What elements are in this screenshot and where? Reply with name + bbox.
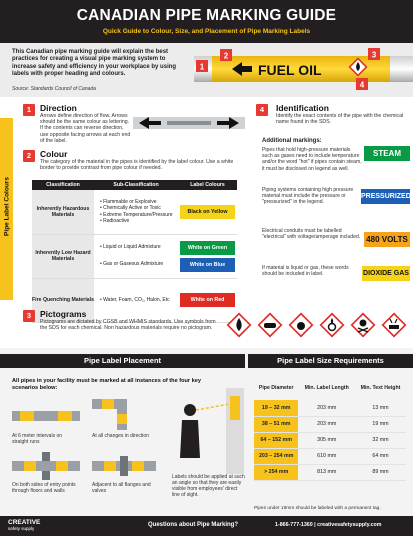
footer-question: Questions about Pipe Marking? [148,522,239,528]
svg-text:4: 4 [359,80,365,90]
size-cell: 38 – 51 mm [254,416,298,432]
table-row [254,400,406,416]
label-swatch-green: White on Green [180,241,235,255]
size-cell: 203 – 254 mm [254,448,298,464]
pressurized-tag: PRESSURIZED [361,189,410,204]
list-item: • Extreme Temperature/Pressure [100,211,173,218]
section-number-4: 4 [256,104,268,116]
label-swatch-blue: White on Blue [180,258,235,272]
flame-icon [228,314,251,337]
brand-name: CREATIVE [8,519,41,526]
label-swatch-yellow: Black on Yellow [180,205,235,219]
svg-text:2: 2 [223,51,229,61]
intro-source [12,86,96,92]
scenario-entry-points: On both sides of entry points through floors and walls [12,482,76,494]
list-item: • Chemically Active or Toxic [100,205,161,212]
callout-2 [220,49,232,61]
size-cell: 19 mm [355,416,406,432]
size-cell: 19 – 32 mm [254,400,298,416]
pictograms-text: Pictograms are dictated by CGSB and WHMIS standards. Use symbols from the SDS for each chemical. Non hazardous materials require no pictogram. [40,319,216,332]
source-label: Source: [12,86,30,92]
size-table [254,376,406,481]
identification-title: Identification [276,103,329,113]
viewing-angle-note: Labels should be applied at such an angle so that they are easily visible from employees' direct line of sight. [172,474,245,498]
steam-tag: STEAM [364,146,410,161]
label-colour-cell [178,234,237,278]
page-title: CANADIAN PIPE MARKING GUIDE [76,7,337,24]
size-cell: 610 mm [298,448,355,464]
classification-cell: Inherently Low Hazard Materials [32,234,94,278]
placement-title: Pipe Label Placement [0,354,245,368]
callout-4 [356,78,368,90]
classification-cell: Fire Quenching Materials [32,278,94,322]
col-header-subclass: Sub-Classification [94,180,178,190]
col-header-label-colours: Label Colours [178,180,237,190]
list-item: • Gas or Gaseous Admixture [100,261,164,267]
size-cell: 813 mm [298,464,355,480]
colour-title: Colour [40,149,68,159]
size-cell: 32 mm [355,432,406,448]
callout-3 [368,48,380,60]
additional-text-electrical: Electrical conduits must be labelled "electrical" with voltage/amperage included. [262,228,361,241]
subclass-cell [94,278,178,322]
direction-arrows-graphic [133,112,245,134]
subclass-cell [94,190,178,234]
straight-run-graphic [12,403,80,429]
svg-text:3: 3 [371,50,377,60]
page-footer [0,516,413,536]
direction-title: Direction [40,103,77,113]
section-number-3: 3 [23,310,35,322]
subclass-cell [94,234,178,278]
size-cell: > 254 mm [254,464,298,480]
additional-text-gas: If material is liquid or gas, these words should be included in label. [262,265,349,278]
classification-cell: Inherently Hazardous Materials [32,190,94,234]
placement-intro: All pipes in your facility must be marked at all instances of the four key scenarios below: [12,378,201,391]
colour-table [32,180,237,323]
callout-1 [196,60,208,72]
corrosion-icon [383,314,406,337]
flange-valve-graphic [92,452,156,480]
page-header [0,0,413,43]
skull-crossbones-icon [352,314,375,337]
size-header-length: Min. Label Length [304,384,349,391]
scenario-straight-runs: At 6 meter intervals on straight runs [12,433,63,445]
size-cell: 203 mm [298,416,355,432]
dioxide-gas-tag: DIOXIDE GAS [362,266,410,281]
person-icon [180,404,200,458]
list-item: • Liquid or Liquid Admixture [100,244,161,251]
flame-over-circle-icon [321,314,344,337]
exploding-bomb-icon [290,314,313,337]
size-note: Pipes under 19mm should be labeled with a permanent tag. [254,506,381,511]
source-value: Standards Council of Canada [30,86,96,92]
pictograms-title: Pictograms [40,309,87,319]
pipe-label-colours-tab [0,118,13,300]
pipe-label-text: FUEL OIL [258,62,322,78]
pictogram-row [224,310,408,340]
table-row [32,234,237,278]
gas-cylinder-icon [259,314,282,337]
intro-text: This Canadian pipe marking guide will explain the best practices for creating a visual pipe marking system to increase safety and efficiency in your workplace by using labels with proper heading and colours. [12,49,177,78]
volts-tag: 480 VOLTS [364,232,410,247]
col-header-classification: Classification [32,180,94,190]
footer-contact[interactable]: 1-866-777-1360 | creativesafetysupply.com [275,522,382,528]
direction-text: Arrows define direction of flow. Arrows should be the same colour as lettering. If the contents can reverse direction, use opposite facing arrows at each end of the label. [40,113,131,144]
identification-text: Identify the exact contents of the pipe with the chemical name found in the SDS. [276,113,404,126]
svg-text:1: 1 [199,62,205,72]
scenario-direction-changes: At all changes in direction [92,433,149,439]
table-row [254,432,406,448]
size-title: Pipe Label Size Requirements [248,354,413,368]
brand-sub: safety supply [8,526,35,531]
size-cell: 305 mm [298,432,355,448]
label-swatch-red: White on Red [180,293,235,307]
wall-entry-graphic [12,452,80,480]
list-item: • Radioactive [100,218,130,225]
section-number-2: 2 [23,150,35,162]
additional-text-pressurized: Piping systems containing high pressure material must include the pressure or "pressurized" in the legend. [262,187,354,206]
additional-text-steam: Pipes that hold high-pressure materials such as gases need to include temperature and/or the word "hot" if pipes contain steam, it must be disclosed on legend as well. [262,147,362,172]
table-row [254,448,406,464]
size-header-diameter: Pipe Diameter [258,384,294,391]
section-number-1: 1 [23,104,35,116]
direction-change-graphic [92,396,152,430]
colour-text: The category of the material in the pipes is identified by the label colour. Use a white border to provide contrast from pipe colour if needed. [40,159,234,172]
scenario-flanges-valves: Adjacent to all flanges and valves [92,482,151,494]
size-cell: 13 mm [355,400,406,416]
brand-logo [8,520,40,532]
pipe-example-graphic [194,48,413,92]
size-cell: 64 – 152 mm [254,432,298,448]
list-item: • Flammable or Explosive [100,198,157,205]
size-cell: 89 mm [355,464,406,480]
viewing-angle-graphic [168,388,244,474]
size-header-height: Min. Text Height [360,384,401,391]
size-cell: 203 mm [298,400,355,416]
size-cell: 64 mm [355,448,406,464]
page-subtitle: Quick Guide to Colour, Size, and Placement of Pipe Marking Labels [102,28,311,35]
table-row [254,416,406,432]
label-colour-cell [178,190,237,234]
additional-markings-title: Additional markings: [262,138,322,144]
table-row [32,190,237,234]
side-tab-label: Pipe Label Colours [3,177,11,236]
table-row [254,464,406,480]
list-item: • Water, Foam, CO₂, Halon, Etc [100,296,170,303]
